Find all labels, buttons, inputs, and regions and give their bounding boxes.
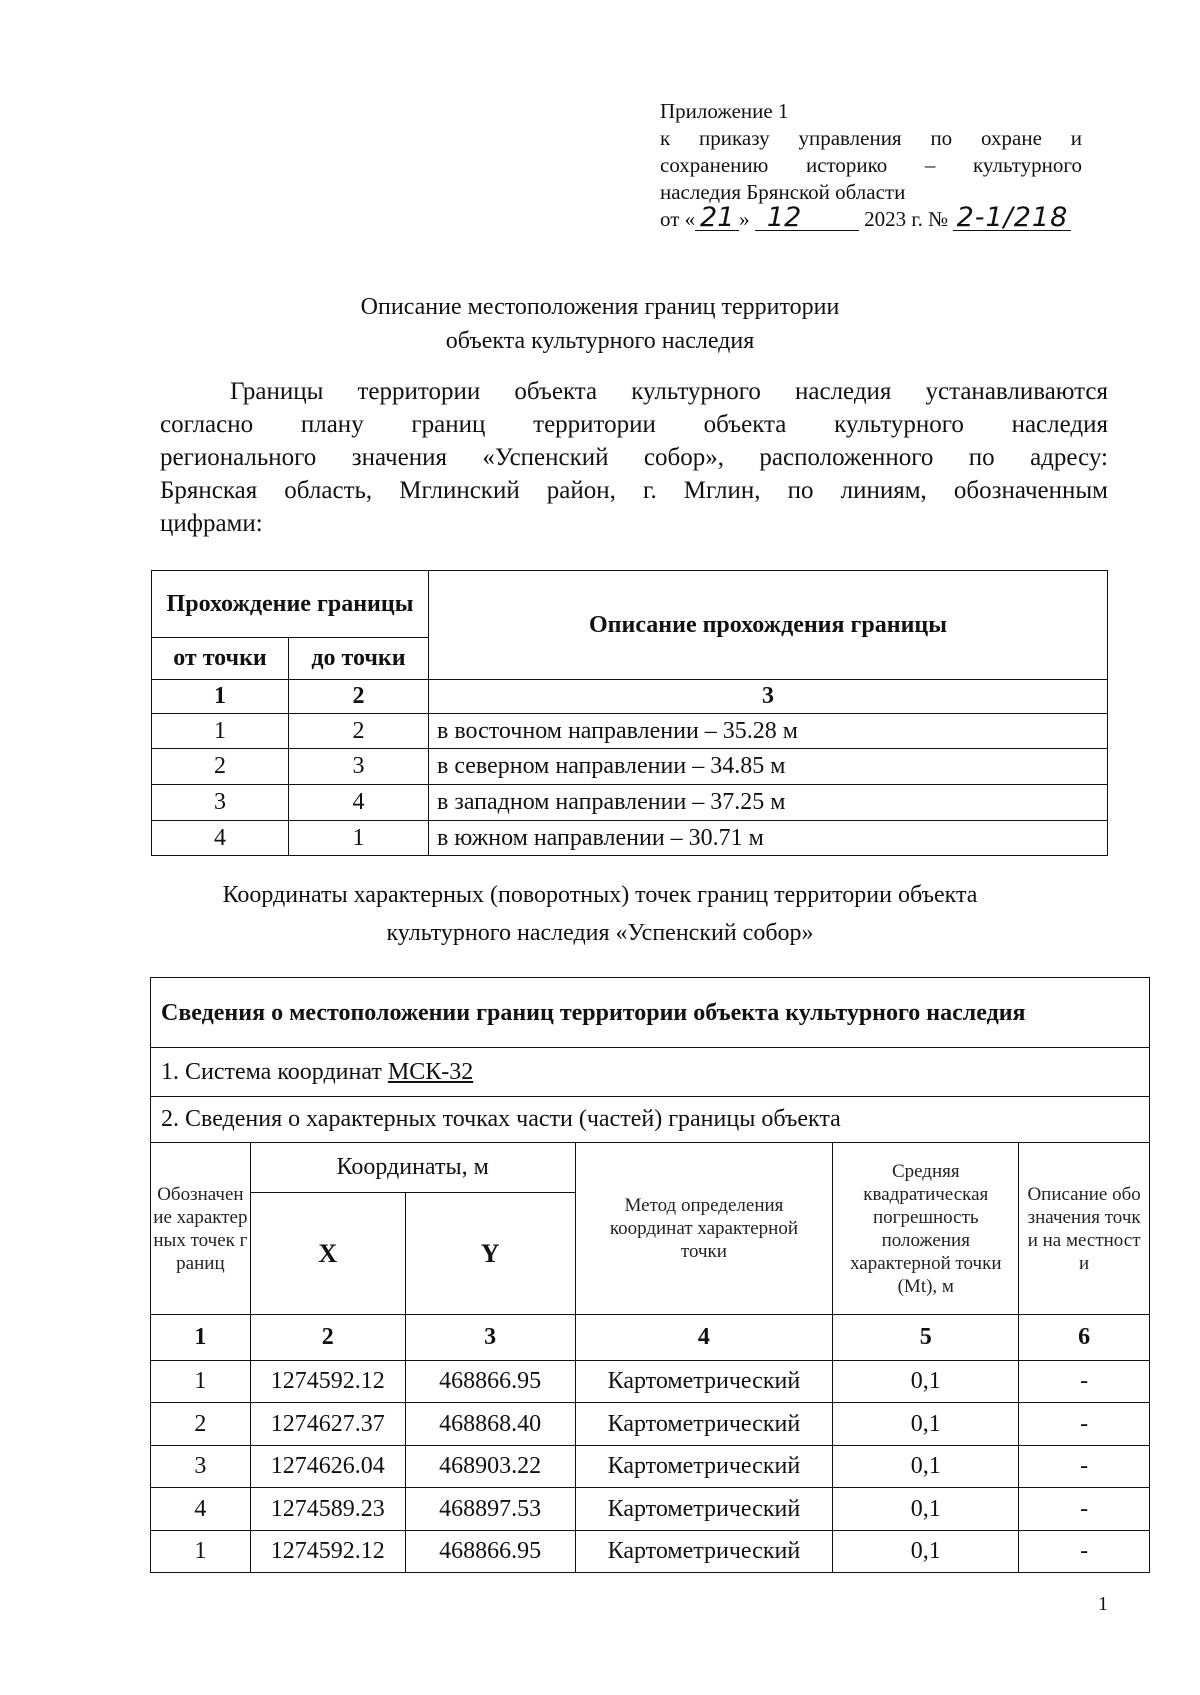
passage-description: в восточном направлении – 35.28 м <box>429 714 1108 749</box>
para-line-3: регионального значения «Успенский собор», расположенного по адресу: <box>160 444 1108 471</box>
header-description: Описание прохождения границы <box>429 571 1108 680</box>
page-number: 1 <box>1098 1593 1108 1615</box>
error-value: 0,1 <box>833 1488 1019 1531</box>
col-error: Средняя квадратическая погрешность положения характерной точки (Mt), м <box>833 1143 1019 1315</box>
header-to: до точки <box>289 638 429 680</box>
col-method: Метод определения координат характерной точки <box>575 1143 833 1315</box>
error-value: 0,1 <box>833 1531 1019 1573</box>
point-id: 1 <box>151 1531 251 1573</box>
point-id: 3 <box>151 1446 251 1488</box>
col-number: 2 <box>250 1315 405 1361</box>
table-row <box>151 1531 1150 1573</box>
system-prefix: 1. Система координат <box>161 1058 388 1085</box>
table-row <box>152 749 1108 785</box>
col-number: 1 <box>151 1315 251 1361</box>
para-line-2: согласно плану границ территории объекта культурного наследия <box>160 411 1108 438</box>
boundary-passage-table <box>151 570 1108 856</box>
point-description: - <box>1019 1446 1150 1488</box>
col-number: 5 <box>833 1315 1019 1361</box>
x-value: 1274592.12 <box>250 1361 405 1403</box>
col-coordinates: Координаты, м <box>250 1143 575 1193</box>
header-from: от точки <box>152 638 289 680</box>
quote-close: » <box>739 207 750 231</box>
method-value: Картометрический <box>575 1403 833 1446</box>
points-info: 2. Сведения о характерных точках части (частей) границы объекта <box>151 1097 1150 1143</box>
from-point: 1 <box>152 714 289 749</box>
table-row <box>151 1361 1150 1403</box>
x-value: 1274626.04 <box>250 1446 405 1488</box>
table-header: Сведения о местоположении границ территории объекта культурного наследия <box>151 978 1150 1048</box>
y-value: 468897.53 <box>405 1488 575 1531</box>
order-number: 2-1/218 <box>953 206 1071 231</box>
point-description: - <box>1019 1403 1150 1446</box>
date-day: 21 <box>695 206 739 231</box>
error-value: 0,1 <box>833 1403 1019 1446</box>
method-value: Картометрический <box>575 1488 833 1531</box>
col-designation: Обозначение характерных точек границ <box>151 1143 251 1315</box>
from-point: 3 <box>152 785 289 821</box>
para-line-5: цифрами: <box>160 510 263 537</box>
y-value: 468868.40 <box>405 1403 575 1446</box>
coords-title-line-1: Координаты характерных (поворотных) точек границ территории объекта <box>222 882 978 908</box>
error-value: 0,1 <box>833 1446 1019 1488</box>
passage-description: в южном направлении – 30.71 м <box>429 821 1108 856</box>
to-point: 2 <box>289 714 429 749</box>
title-line-1: Описание местоположения границ территории <box>360 294 840 320</box>
annex-line-1: Приложение 1 <box>660 99 789 123</box>
header-passage: Прохождение границы <box>152 571 429 638</box>
col-number: 3 <box>429 680 1108 714</box>
to-point: 1 <box>289 821 429 856</box>
table-row <box>152 821 1108 856</box>
col-number: 3 <box>405 1315 575 1361</box>
point-id: 2 <box>151 1403 251 1446</box>
col-description: Описание обозначения точки на местности <box>1019 1143 1150 1315</box>
table-row <box>151 1488 1150 1531</box>
table-row <box>152 714 1108 749</box>
table-row <box>151 1446 1150 1488</box>
date-year: 2023 г. № <box>864 207 949 231</box>
to-point: 4 <box>289 785 429 821</box>
passage-description: в западном направлении – 37.25 м <box>429 785 1108 821</box>
title-line-2: объекта культурного наследия <box>445 328 755 354</box>
error-value: 0,1 <box>833 1361 1019 1403</box>
col-number: 1 <box>152 680 289 714</box>
annex-line-3: сохранению историко – культурного <box>660 153 1082 177</box>
point-id: 4 <box>151 1488 251 1531</box>
intro-paragraph <box>160 375 1108 540</box>
y-value: 468903.22 <box>405 1446 575 1488</box>
to-point: 3 <box>289 749 429 785</box>
point-description: - <box>1019 1531 1150 1573</box>
point-id: 1 <box>151 1361 251 1403</box>
date-prefix: от « <box>660 207 696 231</box>
annex-header <box>660 98 1082 233</box>
annex-line-4: наследия Брянской области <box>660 180 906 204</box>
y-value: 468866.95 <box>405 1531 575 1573</box>
col-number: 4 <box>575 1315 833 1361</box>
coordinate-system <box>151 1048 1150 1097</box>
passage-description: в северном направлении – 34.85 м <box>429 749 1108 785</box>
point-description: - <box>1019 1361 1150 1403</box>
y-value: 468866.95 <box>405 1361 575 1403</box>
x-value: 1274589.23 <box>250 1488 405 1531</box>
annex-line-2: к приказу управления по охране и <box>660 126 1082 150</box>
table-row <box>152 785 1108 821</box>
date-month: 12 <box>755 206 859 231</box>
from-point: 4 <box>152 821 289 856</box>
para-line-4: Брянская область, Мглинский район, г. Мглин, по линиям, обозначенным <box>160 477 1108 504</box>
method-value: Картометрический <box>575 1446 833 1488</box>
coordinates-table <box>150 977 1150 1573</box>
col-number: 6 <box>1019 1315 1150 1361</box>
from-point: 2 <box>152 749 289 785</box>
x-value: 1274627.37 <box>250 1403 405 1446</box>
coords-title-line-2: культурного наследия «Успенский собор» <box>386 920 814 946</box>
col-y: Y <box>405 1193 575 1315</box>
col-number: 2 <box>289 680 429 714</box>
col-x: X <box>250 1193 405 1315</box>
para-line-1: Границы территории объекта культурного наследия устанавливаются <box>230 378 1108 405</box>
system-name: МСК-32 <box>387 1058 474 1085</box>
method-value: Картометрический <box>575 1531 833 1573</box>
point-description: - <box>1019 1488 1150 1531</box>
annex-date-line <box>660 202 1082 233</box>
x-value: 1274592.12 <box>250 1531 405 1573</box>
table-row <box>151 1403 1150 1446</box>
method-value: Картометрический <box>575 1361 833 1403</box>
